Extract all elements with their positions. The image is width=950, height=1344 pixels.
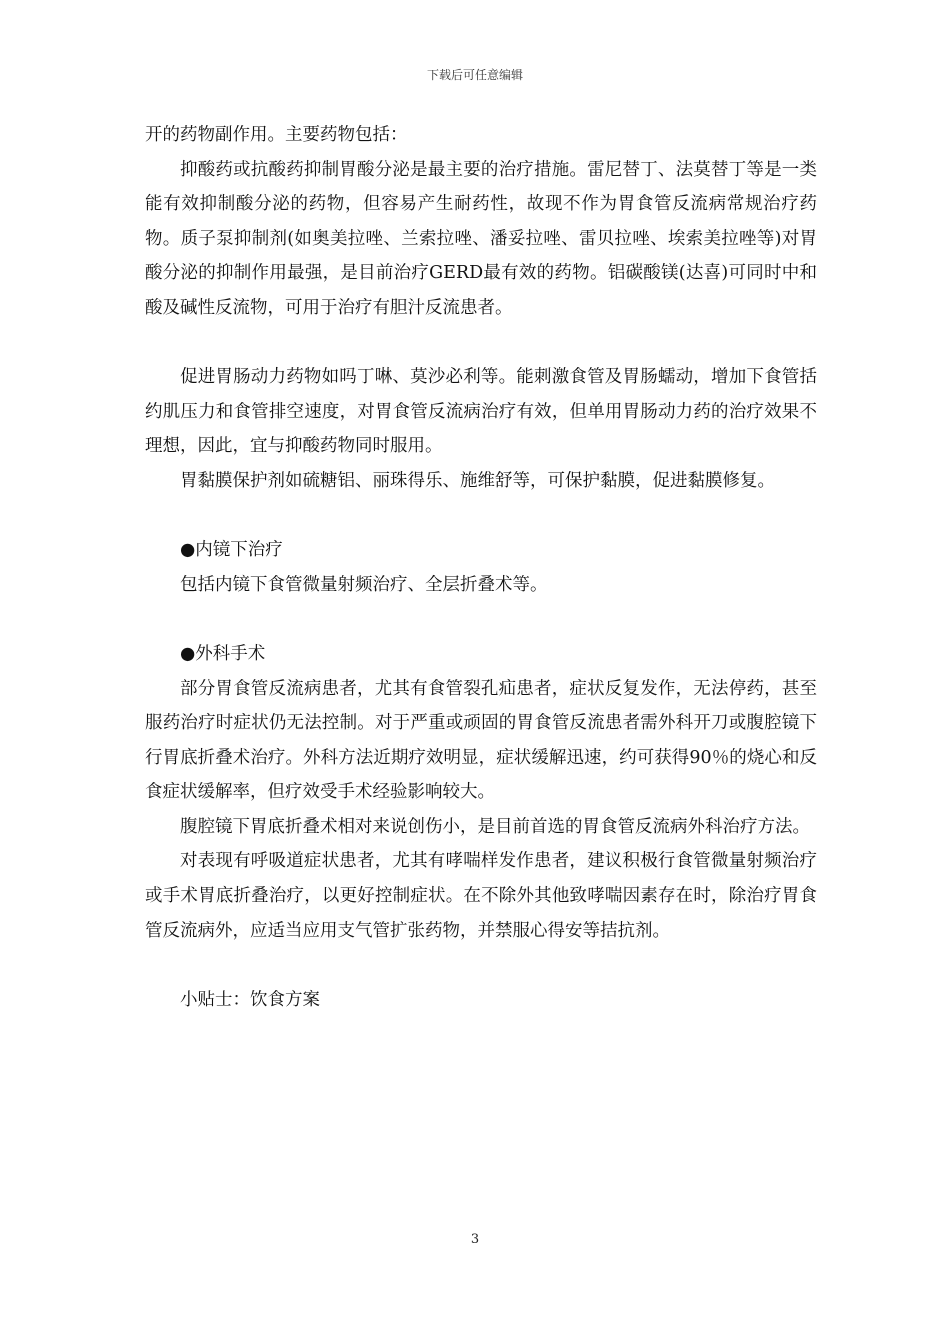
paragraph-laparoscopic: 腹腔镜下胃底折叠术相对来说创伤小，是目前首选的胃食管反流病外科治疗方法。 [180,816,810,837]
paragraph-endoscopic-treatment: 包括内镜下食管微量射频治疗、全层折叠术等。 [180,574,548,595]
paragraph-respiratory-symptoms: 对表现有呼吸道症状患者，尤其有哮喘样发作患者，建议积极行食管微量射频治疗或手术胃底折叠治疗，以更好控制症状。在不除外其他致哮喘因素存在时，除治疗胃食管反流病外，应适当应用支气管扩张药物，并禁服心得安等拮抗剂。 [145,851,817,941]
paragraph-surgery: 部分胃食管反流病患者，尤其有食管裂孔疝患者，症状反复发作，无法停药，甚至服药治疗时症状仍无法控制。对于严重或顽固的胃食管反流患者需外科开刀或腹腔镜下行胃底折叠术治疗。外科方法近期疗效明显，症状缓解迅速，约可获得90％的烧心和反食症状缓解率，但疗效受手术经验影响较大。 [145,678,817,803]
blank-line [145,499,817,534]
blank-line [145,948,817,983]
heading-surgery: ●外科手术 [180,643,266,664]
paragraph-motility-drugs: 促进胃肠动力药物如吗丁啉、莫沙必利等。能刺激食管及胃肠蠕动，增加下食管括约肌压力和食管排空速度，对胃食管反流病治疗有效，但单用胃肠动力药的治疗效果不理想，因此，宜与抑酸药物同时服用。 [145,367,817,457]
document-body [145,118,817,1017]
blank-line [145,602,817,637]
paragraph-mucosal-protectant: 胃黏膜保护剂如硫糖铝、丽珠得乐、施维舒等，可保护黏膜，促进黏膜修复。 [180,470,775,491]
page-header: 下载后可任意编辑 [426,68,523,82]
heading-endoscopic-treatment: ●内镜下治疗 [180,540,283,561]
paragraph-intro: 开的药物副作用。主要药物包括： [145,125,408,145]
blank-line [145,326,817,361]
paragraph-acid-suppression: 抑酸药或抗酸药抑制胃酸分泌是最主要的治疗措施。雷尼替丁、法莫替丁等是一类能有效抑制酸分泌的药物，但容易产生耐药性，故现不作为胃食管反流病常规治疗药物。质子泵抑制剂(如奥美拉唑、兰索拉唑、潘妥拉唑、雷贝拉唑、埃索美拉唑等)对胃酸分泌的抑制作用最强，是目前治疗GERD最有效的药物。铝碳酸镁(达喜)可同时中和酸及碱性反流物，可用于治疗有胆汁反流患者。 [145,159,817,318]
page-number: 3 [470,1232,480,1247]
heading-diet-tips: 小贴士：饮食方案 [180,989,320,1010]
